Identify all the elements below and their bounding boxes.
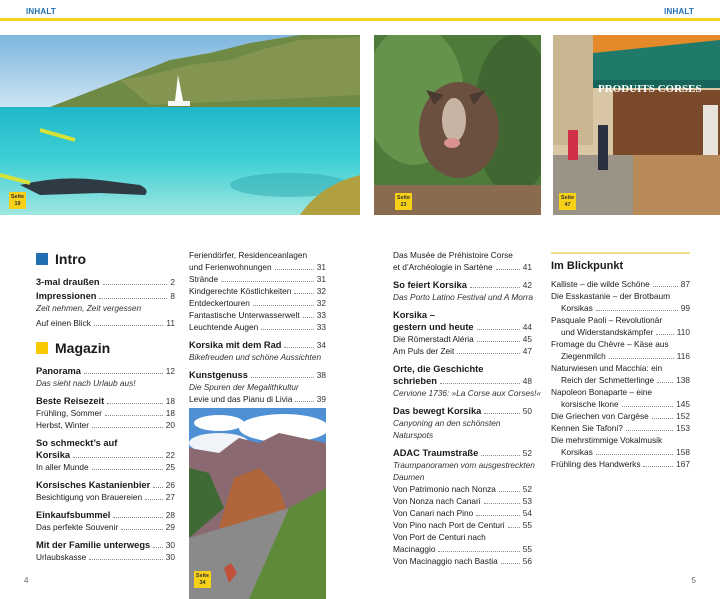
entry-title: Kunstgenuss [189, 370, 248, 380]
toc-entry[interactable] [36, 461, 175, 473]
entry-title-line: Feriendörfer, Residenceanlagen [189, 250, 308, 260]
entry-title-line: Korsika – [393, 310, 435, 320]
entry-page: 30 [165, 552, 175, 562]
leader-dots [73, 457, 163, 458]
header-rule [0, 18, 720, 21]
leader-dots [84, 373, 163, 374]
entry-title-line: Die Esskastanie – der Brotbaum [551, 291, 670, 301]
entry-page: 52 [522, 448, 532, 458]
entry-page: 53 [522, 496, 532, 506]
entry-title: Leuchtende Augen [189, 322, 259, 332]
leader-dots [121, 529, 163, 530]
toc-entry[interactable] [36, 509, 175, 521]
toc-entry[interactable] [393, 507, 532, 519]
entry-page: 12 [165, 366, 175, 376]
entry-title: Korsikas [561, 303, 593, 313]
toc-column-2 [189, 249, 326, 405]
entry-subtitle: Cervione 1736: »La Corse aux Corses!« [393, 388, 542, 398]
entry-page: 42 [522, 280, 532, 290]
leader-dots [295, 401, 313, 402]
blickpunkt-heading: Im Blickpunkt [551, 260, 624, 272]
leader-dots [89, 559, 163, 560]
yellow-square-icon [36, 342, 48, 354]
leader-dots [103, 284, 168, 285]
toc-entry[interactable] [36, 491, 175, 503]
entry-title: Reich der Schmetterlinge [561, 375, 655, 385]
toc-entry[interactable] [36, 395, 175, 407]
entry-page: 158 [676, 447, 690, 457]
toc-entry[interactable] [189, 273, 326, 285]
entry-page: 54 [522, 508, 532, 518]
entry-title-line: Naturwiesen und Macchia: ein [551, 363, 663, 373]
leader-dots [652, 418, 673, 419]
leader-dots [99, 298, 167, 299]
toc-entry[interactable] [393, 279, 532, 291]
entry-page: 31 [316, 262, 326, 272]
entry-title: Panorama [36, 366, 81, 376]
entry-title: Korsikas [561, 447, 593, 457]
entry-subtitle: Zeit nehmen, Zeit vergessen [36, 303, 142, 313]
entry-title: Frühling des Handwerks [551, 459, 641, 469]
leader-dots [440, 383, 520, 384]
toc-entry[interactable] [393, 333, 532, 345]
toc-entry[interactable] [36, 521, 175, 533]
photo-snorkeler [0, 35, 360, 215]
page-badge [194, 571, 211, 588]
leader-dots [284, 347, 313, 348]
toc-entry[interactable] [393, 321, 532, 333]
leader-dots [145, 499, 163, 500]
leader-dots [508, 527, 520, 528]
entry-title: Auf einen Blick [36, 318, 91, 328]
toc-entry[interactable] [36, 407, 175, 419]
leader-dots [657, 382, 673, 383]
toc-entry[interactable] [551, 374, 690, 386]
entry-page: 52 [522, 484, 532, 494]
entry-page: 87 [680, 279, 690, 289]
entry-page: 45 [522, 334, 532, 344]
entry-page: 30 [165, 540, 175, 550]
entry-page: 11 [166, 318, 175, 328]
badge-page: 23 [400, 201, 407, 208]
leader-dots [481, 455, 520, 456]
toc-entry[interactable] [393, 555, 532, 567]
leader-dots [484, 503, 520, 504]
entry-title: Fantastische Unterwasserwelt [189, 310, 300, 320]
entry-page: 47 [522, 346, 532, 356]
entry-page: 29 [165, 522, 175, 532]
entry-title: Von Canari nach Pino [393, 508, 474, 518]
toc-entry[interactable] [393, 483, 532, 495]
entry-page: 20 [165, 420, 175, 430]
entry-title: und Widerstandskämpfer [561, 327, 654, 337]
leader-dots [105, 415, 163, 416]
entry-title: 3-mal draußen [36, 277, 100, 287]
badge-label: Seite [396, 195, 411, 201]
entry-title: Die Römerstadt Aléria [393, 334, 474, 344]
page-badge [395, 193, 412, 210]
page-number-left: 4 [24, 576, 29, 585]
entry-page: 18 [165, 396, 175, 406]
running-head-right: INHALT [664, 7, 694, 16]
entry-title: Kennen Sie Tafoni? [551, 423, 623, 433]
leader-dots [609, 358, 674, 359]
leader-dots [261, 329, 314, 330]
entry-page: 27 [165, 492, 175, 502]
entry-title: Korsika mit dem Rad [189, 340, 282, 350]
entry-title: Von Nonza nach Canari [393, 496, 481, 506]
entry-title: Von Macinaggio nach Bastia [393, 556, 498, 566]
entry-page: 145 [676, 399, 690, 409]
photo-wild-boar [374, 35, 541, 215]
entry-title: Urlaubskasse [36, 552, 87, 562]
toc-entry[interactable] [551, 326, 690, 338]
entry-subtitle: Bikefreuden und schöne Aussichten [189, 352, 322, 362]
entry-title: und Ferienwohnungen [189, 262, 272, 272]
entry-page: 48 [522, 376, 532, 386]
entry-title: Einkaufsbummel [36, 510, 111, 520]
toc-entry[interactable] [189, 339, 326, 351]
entry-title: schrieben [393, 376, 437, 386]
leader-dots [153, 487, 163, 488]
entry-page: 152 [676, 411, 690, 421]
page-badge [559, 193, 576, 210]
entry-title: Besichtigung von Brauereien [36, 492, 143, 502]
running-head-left: INHALT [26, 7, 56, 16]
entry-page: 56 [522, 556, 532, 566]
entry-title: Beste Reisezeit [36, 396, 105, 406]
entry-title-line: Von Port de Centuri nach [393, 532, 486, 542]
badge-label: Seite [560, 195, 575, 201]
leader-dots [596, 454, 673, 455]
entry-page: 18 [165, 408, 175, 418]
toc-entry[interactable] [393, 345, 532, 357]
blickpunkt-rule [551, 252, 690, 254]
badge-page: 19 [14, 200, 21, 207]
entry-page: 28 [165, 510, 175, 520]
entry-page: 167 [676, 459, 690, 469]
leader-dots [643, 466, 673, 467]
entry-subtitle: Canyoning an den schönsten [393, 418, 501, 428]
leader-dots [653, 286, 678, 287]
entry-page: 39 [316, 394, 326, 404]
leader-dots [303, 317, 314, 318]
entry-subtitle: Das sieht nach Urlaub aus! [36, 378, 136, 388]
leader-dots [294, 293, 313, 294]
leader-dots [476, 515, 520, 516]
entry-page: 55 [522, 520, 532, 530]
entry-page: 41 [522, 262, 532, 272]
leader-dots [484, 413, 519, 414]
entry-title: Herbst, Winter [36, 420, 90, 430]
page-badge [9, 192, 26, 209]
leader-dots [251, 377, 314, 378]
entry-title: So feiert Korsika [393, 280, 467, 290]
badge-label: Seite [195, 573, 210, 579]
entry-page: 8 [170, 291, 175, 301]
entry-title: Entdeckertouren [189, 298, 250, 308]
entry-title: Strände [189, 274, 219, 284]
leader-dots [626, 430, 673, 431]
entry-page: 32 [316, 286, 326, 296]
entry-page: 2 [170, 277, 175, 287]
entry-title: gestern und heute [393, 322, 474, 332]
section-title: Magazin [55, 340, 111, 356]
entry-page: 33 [316, 322, 326, 332]
toc-entry[interactable] [551, 398, 690, 410]
toc-entry[interactable] [551, 302, 690, 314]
entry-page: 34 [316, 340, 326, 350]
entry-title: Frühling, Sommer [36, 408, 102, 418]
toc-column-1 [36, 250, 175, 563]
toc-entry[interactable] [189, 369, 326, 381]
toc-entry[interactable] [551, 278, 690, 290]
entry-title: Von Pino nach Port de Centuri [393, 520, 505, 530]
entry-title: Das perfekte Souvenir [36, 522, 119, 532]
entry-page: 31 [316, 274, 326, 284]
toc-entry[interactable] [551, 410, 690, 422]
leader-dots [622, 406, 674, 407]
toc-entry[interactable] [393, 261, 532, 273]
entry-title-line: Pasquale Paoli – Revolutionär [551, 315, 663, 325]
leader-dots [153, 547, 163, 548]
toc-entry[interactable] [36, 539, 175, 551]
toc-entry[interactable] [36, 479, 175, 491]
section-magazin-heading [36, 339, 175, 357]
entry-subtitle: Daumen [393, 472, 425, 482]
entry-title: Ziegenmilch [561, 351, 606, 361]
entry-title: Kalliste – die wilde Schöne [551, 279, 650, 289]
leader-dots [107, 403, 163, 404]
entry-page: 110 [676, 327, 690, 337]
entry-page: 38 [316, 370, 326, 380]
leader-dots [477, 341, 520, 342]
entry-title: In aller Munde [36, 462, 89, 472]
toc-entry[interactable] [189, 309, 326, 321]
toc-entry[interactable] [551, 350, 690, 362]
badge-label: Seite [10, 194, 25, 200]
entry-page: 55 [522, 544, 532, 554]
entry-title: et d’Archéologie in Sartène [393, 262, 493, 272]
leader-dots [501, 563, 520, 564]
entry-title: ADAC Traumstraße [393, 448, 479, 458]
entry-title: Die Griechen von Cargèse [551, 411, 649, 421]
entry-page: 138 [676, 375, 690, 385]
toc-entry[interactable] [189, 261, 326, 273]
toc-entry[interactable] [551, 458, 690, 470]
toc-entry[interactable] [393, 405, 532, 417]
leader-dots [92, 469, 163, 470]
entry-title: Von Patrimonio nach Nonza [393, 484, 496, 494]
toc-entry[interactable] [189, 393, 326, 405]
entry-subtitle: Traumpanoramen vom ausgestreckten [393, 460, 535, 470]
entry-title: Korsika [36, 450, 71, 460]
entry-subtitle: Naturspots [393, 430, 434, 440]
toc-entry[interactable] [393, 543, 532, 555]
entry-title-line: Das Musée de Préhistoire Corse [393, 250, 513, 260]
leader-dots [92, 427, 163, 428]
toc-entry[interactable] [36, 551, 175, 563]
toc-entry[interactable] [36, 365, 175, 377]
toc-entry[interactable] [189, 297, 326, 309]
toc-entry[interactable] [189, 321, 326, 333]
entry-title-line: Fromage du Chèvre – Käse aus [551, 339, 669, 349]
entry-title: Levie und das Pianu di Livia [189, 394, 293, 404]
entry-title: Am Puls der Zeit [393, 346, 455, 356]
leader-dots [253, 305, 314, 306]
entry-title: Impressionen [36, 291, 97, 301]
entry-page: 33 [316, 310, 326, 320]
toc-column-4-blickpunkt [551, 258, 690, 470]
toc-column-3 [393, 249, 542, 567]
toc-entry[interactable] [393, 375, 532, 387]
leader-dots [221, 281, 314, 282]
toc-entry[interactable] [36, 276, 175, 288]
toc-entry[interactable] [393, 519, 532, 531]
entry-page: 99 [680, 303, 690, 313]
photo-cyclist-mountain-road [189, 408, 326, 599]
toc-entry[interactable] [393, 447, 532, 459]
entry-subtitle: Die Spuren der Megalithkultur [189, 382, 299, 392]
entry-page: 153 [676, 423, 690, 433]
section-intro-heading [36, 250, 175, 268]
toc-entry[interactable] [551, 446, 690, 458]
toc-entry[interactable] [36, 449, 175, 461]
entry-page: 32 [316, 298, 326, 308]
toc-entry[interactable] [36, 290, 175, 302]
entry-title: korsische Ikone [561, 399, 619, 409]
toc-entry[interactable] [393, 495, 532, 507]
entry-title-line: Napoleon Bonaparte – eine [551, 387, 653, 397]
entry-title-line: Orte, die Geschichte [393, 364, 484, 374]
badge-page: 34 [199, 579, 206, 586]
entry-page: 22 [165, 450, 175, 460]
leader-dots [499, 491, 520, 492]
toc-entry[interactable] [551, 422, 690, 434]
entry-page: 25 [165, 462, 175, 472]
entry-title: Mit der Familie unterwegs [36, 540, 151, 550]
badge-page: 47 [564, 201, 571, 208]
entry-title-line: So schmeckt’s auf [36, 438, 118, 448]
photo-produits-corses-shop [553, 35, 720, 215]
entry-page: 44 [522, 322, 532, 332]
entry-page: 116 [676, 351, 690, 361]
storefront-sign: PRODUITS CORSES [598, 83, 702, 95]
leader-dots [596, 310, 678, 311]
entry-page: 26 [165, 480, 175, 490]
leader-dots [113, 517, 162, 518]
entry-title: Korsisches Kastanienbier [36, 480, 151, 490]
entry-page: 50 [522, 406, 532, 416]
blue-square-icon [36, 253, 48, 265]
leader-dots [477, 329, 520, 330]
leader-dots [457, 353, 519, 354]
leader-dots [94, 325, 163, 326]
leader-dots [470, 287, 520, 288]
toc-entry[interactable] [189, 285, 326, 297]
entry-title: Das bewegt Korsika [393, 406, 482, 416]
entry-subtitle: Das Porto Latino Festival und A Morra [393, 292, 534, 302]
page-number-right: 5 [691, 576, 696, 585]
toc-entry[interactable] [36, 317, 175, 329]
leader-dots [438, 551, 519, 552]
entry-title-line: Die mehrstimmige Vokalmusik [551, 435, 663, 445]
entry-title: Macinaggio [393, 544, 436, 554]
toc-entry[interactable] [36, 419, 175, 431]
entry-title: Kindgerechte Köstlichkeiten [189, 286, 292, 296]
leader-dots [496, 269, 520, 270]
leader-dots [656, 334, 674, 335]
leader-dots [275, 269, 314, 270]
section-title: Intro [55, 251, 87, 267]
